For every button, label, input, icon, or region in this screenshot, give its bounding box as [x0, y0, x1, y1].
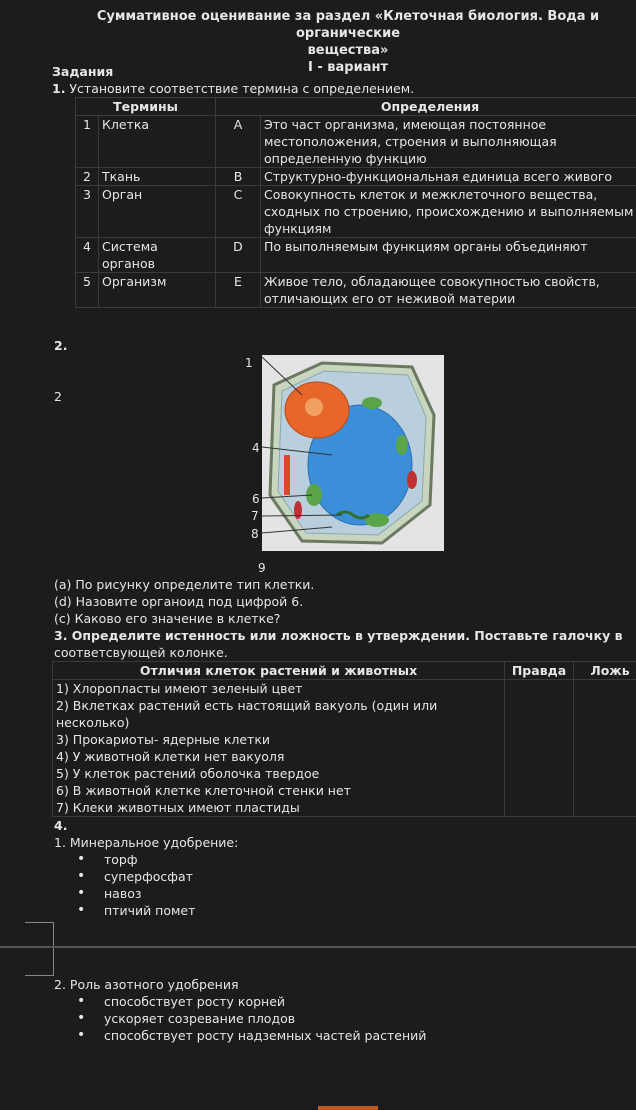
- margin-bracket: [25, 922, 54, 976]
- col-terms-header: Термины: [76, 98, 216, 116]
- label-1: 1: [245, 356, 253, 370]
- label-7: 7: [251, 509, 259, 523]
- plant-cell-image: [262, 355, 444, 551]
- statement: 7) Клеки животных имеют пластиды: [56, 800, 300, 815]
- row-num: 1: [76, 116, 99, 168]
- table-header-row: [53, 662, 636, 680]
- title-line-1: Суммативное оценивание за раздел «Клеточная биология. Вода и органические: [96, 9, 600, 41]
- task1-prompt-text: Установите соответствие термина с определением.: [65, 81, 415, 96]
- er-strand: [284, 455, 290, 495]
- chloroplast: [396, 435, 408, 455]
- statement: 3) Прокариоты- ядерные клетки: [56, 732, 271, 747]
- task3-prompt-line1: 3. Определите истенность или ложность в утверждении. Поставьте галочку в: [54, 628, 623, 643]
- label-4: 4: [252, 441, 260, 455]
- statement: 4) У животной клетки нет вакуоля: [56, 749, 285, 764]
- true-false-table: [52, 661, 636, 817]
- task2-question-d: (d) Назовите органоид под цифрой 6.: [54, 594, 304, 609]
- terms-definitions-table: [75, 97, 636, 308]
- task2-question-c: (с) Каково его значение в клетке?: [54, 611, 281, 626]
- row-num: 3: [76, 186, 99, 238]
- table-row: [76, 238, 636, 273]
- row-definition: Это част организма, имеющая постоянное местоположения, строения и выполняющая определенную функцию: [261, 116, 636, 168]
- table-row: [76, 168, 636, 186]
- mitochondrion: [407, 471, 417, 489]
- question2-options: [54, 993, 614, 1044]
- col-differences-header: Отличия клеток растений и животных: [53, 662, 505, 680]
- row-letter: D: [216, 238, 261, 273]
- list-item: • торф: [54, 851, 454, 868]
- nucleolus: [305, 398, 323, 416]
- plant-cell-drawing: [262, 355, 444, 551]
- list-item: • навоз: [54, 885, 454, 902]
- variant-label: I - вариант: [308, 60, 388, 75]
- statements-cell: [53, 680, 505, 817]
- task3-prompt-line2: соответсвующей колонке.: [54, 645, 228, 660]
- row-num: 5: [76, 273, 99, 308]
- row-definition: Структурно-функциональная единица всего живого: [261, 168, 636, 186]
- col-true-header: Правда: [505, 662, 574, 680]
- list-item: • способствует росту корней: [54, 993, 614, 1010]
- task2-question-a: (а) По рисунку определите тип клетки.: [54, 577, 315, 592]
- statement: 5) У клеток растений оболочка твердое: [56, 766, 320, 781]
- task4-number: 4.: [54, 818, 68, 833]
- row-letter: A: [216, 116, 261, 168]
- table-row: [53, 680, 636, 817]
- row-term: Орган: [99, 186, 216, 238]
- label-9: 9: [258, 561, 266, 575]
- row-term: Ткань: [99, 168, 216, 186]
- row-letter: E: [216, 273, 261, 308]
- table-row: [76, 186, 636, 238]
- task4-question-2: 2. Роль азотного удобрения: [54, 977, 239, 992]
- list-item: • суперфосфат: [54, 868, 454, 885]
- chloroplast: [362, 397, 382, 409]
- statement: 2) Вклетках растений есть настоящий вакуоль (один или несколько): [56, 698, 438, 730]
- task1-prompt: 1. Установите соответствие термина с определением.: [52, 81, 415, 96]
- row-letter: C: [216, 186, 261, 238]
- col-false-header: Ложь: [574, 662, 636, 680]
- table-row: [76, 116, 636, 168]
- page-divider: [0, 946, 636, 948]
- table-row: [76, 273, 636, 308]
- col-defs-header: Определения: [216, 98, 636, 116]
- false-checkbox-cell[interactable]: [574, 680, 636, 817]
- row-term: Организм: [99, 273, 216, 308]
- label-6: 6: [252, 492, 260, 506]
- row-num: 4: [76, 238, 99, 273]
- list-item: • птичий помет: [54, 902, 454, 919]
- question1-options: [54, 851, 454, 919]
- list-item: • ускоряет созревание плодов: [54, 1010, 614, 1027]
- row-definition: Живое тело, обладающее совокупностью свойств, отличающих его от неживой материи: [261, 273, 636, 308]
- table-header-row: [76, 98, 636, 116]
- task3-prompt: [54, 627, 634, 661]
- row-letter: B: [216, 168, 261, 186]
- row-term: Клетка: [99, 116, 216, 168]
- bottom-accent-bar: [318, 1106, 378, 1110]
- row-definition: По выполняемым функциям органы объединяют: [261, 238, 636, 273]
- tasks-heading: Задания: [52, 64, 114, 79]
- title-line-2: вещества»: [307, 43, 389, 58]
- task2-number: 2.: [54, 338, 68, 353]
- list-item: • способствует росту надземных частей растений: [54, 1027, 614, 1044]
- row-term: Система органов: [99, 238, 216, 273]
- task2-side-number: 2: [54, 389, 62, 404]
- row-num: 2: [76, 168, 99, 186]
- true-checkbox-cell[interactable]: [505, 680, 574, 817]
- statement: 1) Хлоропласты имеют зеленый цвет: [56, 681, 303, 696]
- statement: 6) В животной клетке клеточной стенки нет: [56, 783, 351, 798]
- row-definition: Совокупность клеток и межклеточного вещества, сходных по строению, происхождению и выполняемым функциям: [261, 186, 636, 238]
- task4-question-1: 1. Минеральное удобрение:: [54, 835, 239, 850]
- label-8: 8: [251, 527, 259, 541]
- mitochondrion: [294, 501, 302, 519]
